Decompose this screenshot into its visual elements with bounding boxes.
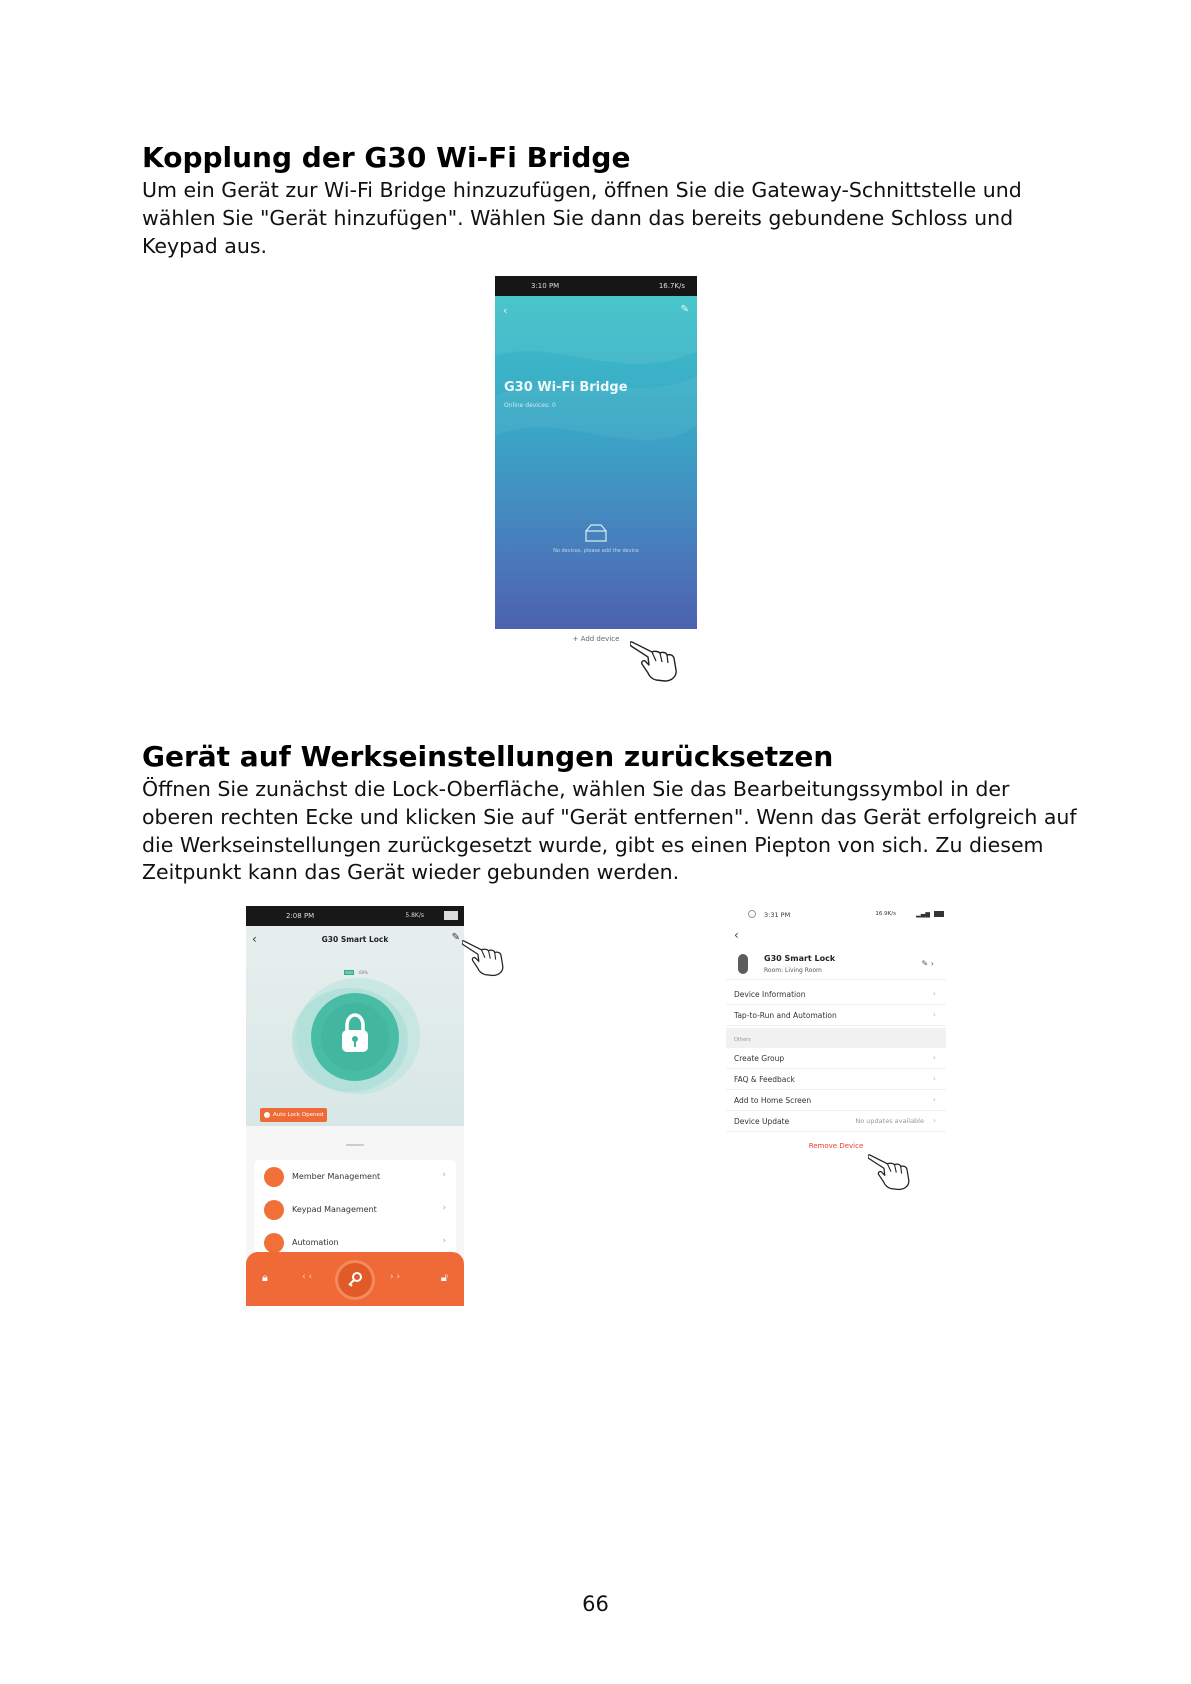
chevron-right-icon: ›: [442, 1236, 446, 1246]
row-tap-to-run[interactable]: [726, 1005, 946, 1026]
back-icon[interactable]: ‹: [734, 928, 739, 942]
edit-icon[interactable]: ✎ ›: [921, 959, 934, 968]
unlock-button[interactable]: [335, 1260, 375, 1300]
chevron-right-icon: ›: [932, 989, 936, 998]
back-icon[interactable]: ‹: [252, 932, 257, 946]
key-icon: [338, 1263, 372, 1297]
status-time: 3:10 PM: [531, 282, 560, 290]
auto-lock-label: Auto Lock Opened: [273, 1112, 324, 1118]
add-device-button[interactable]: + Add device: [572, 635, 620, 643]
empty-box-icon: [583, 523, 609, 543]
status-network-speed: 16.9K/s: [875, 911, 896, 917]
info-icon: [264, 1112, 270, 1118]
paragraph-line: die Werkseinstellungen zurückgesetzt wurde, gibt es einen Piepton von sich. Zu diesem: [142, 832, 1044, 857]
paragraph-line: Keypad aus.: [142, 233, 268, 258]
settings-screenshot: [726, 906, 946, 1306]
status-network-speed: 5.8K/s: [405, 912, 424, 919]
lock-title: G30 Smart Lock: [321, 935, 389, 944]
update-status: No updates available: [855, 1117, 924, 1125]
remove-device-button[interactable]: Remove Device: [808, 1142, 864, 1150]
lock-closed-icon[interactable]: 🔒︎: [262, 1271, 268, 1284]
bridge-subtitle: Online devices: 0: [504, 402, 556, 409]
edit-icon[interactable]: ✎: [451, 932, 460, 943]
paragraph-line: Öffnen Sie zunächst die Lock-Oberfläche, wählen Sie das Bearbeitungssymbol in der: [142, 777, 1010, 801]
chevron-right-icon: ›: [442, 1203, 446, 1213]
row-label: Create Group: [734, 1054, 785, 1063]
bridge-screen: [495, 296, 697, 629]
row-faq-feedback[interactable]: [726, 1069, 946, 1090]
slide-left-arrows-icon: ‹ ‹: [302, 1272, 313, 1282]
status-dot-icon: [748, 910, 756, 918]
paragraph-line: Zeitpunkt kann das Gerät wieder gebunden werden.: [142, 860, 680, 885]
section-heading-reset: Gerät auf Werkseinstellungen zurücksetzen: [142, 740, 834, 773]
row-create-group[interactable]: [726, 1048, 946, 1069]
section-label: Others: [734, 1037, 751, 1043]
battery-level: 60%: [359, 970, 368, 975]
lock-open-icon[interactable]: 🔓︎: [440, 1271, 448, 1284]
bridge-screenshot: [495, 276, 697, 660]
drag-handle[interactable]: [346, 1144, 364, 1146]
lock-action-bar: [246, 1252, 464, 1306]
member-icon: [264, 1167, 284, 1187]
page-number: 66: [582, 1592, 609, 1616]
slide-right-arrows-icon: › ›: [390, 1272, 401, 1282]
battery-status-icon: [934, 911, 944, 917]
paragraph-line: Um ein Gerät zur Wi-Fi Bridge hinzuzufügen, öffnen Sie die Gateway-Schnittstelle und: [142, 178, 1022, 202]
empty-state-text: No devices, please add the device: [553, 548, 639, 554]
lock-device-icon: [738, 954, 748, 974]
paragraph-line: oberen rechten Ecke und klicken Sie auf "Gerät entfernen". Wenn das Gerät erfolgreich auf: [142, 804, 1077, 829]
device-name: G30 Smart Lock: [764, 954, 836, 963]
chevron-right-icon: ›: [932, 1116, 936, 1125]
status-bar: [495, 276, 697, 296]
bridge-background-waves: [495, 296, 697, 629]
chevron-right-icon: ›: [932, 1074, 936, 1083]
chevron-right-icon: ›: [932, 1053, 936, 1062]
pointing-hand-icon: [630, 636, 682, 682]
pointing-hand-icon: [868, 1148, 914, 1192]
edit-icon[interactable]: ✎: [680, 304, 689, 315]
battery-status-icon: [444, 911, 458, 920]
row-label: FAQ & Feedback: [734, 1075, 795, 1084]
row-label: Tap-to-Run and Automation: [734, 1011, 837, 1020]
auto-lock-badge: [260, 1108, 327, 1122]
status-time: 3:31 PM: [764, 911, 791, 919]
row-device-update[interactable]: [726, 1111, 946, 1132]
row-device-information[interactable]: [726, 984, 946, 1005]
device-header: [726, 950, 946, 980]
status-time: 2:08 PM: [286, 912, 315, 920]
row-label: Device Update: [734, 1117, 790, 1126]
row-label: Device Information: [734, 990, 806, 999]
back-icon[interactable]: ‹: [503, 304, 508, 317]
automation-icon: [264, 1233, 284, 1253]
section-heading-bridge: Kopplung der G30 Wi-Fi Bridge: [142, 141, 631, 174]
row-add-to-home-screen[interactable]: [726, 1090, 946, 1111]
status-network-speed: 16.7K/s: [658, 282, 685, 290]
bridge-title: G30 Wi-Fi Bridge: [504, 380, 628, 395]
chevron-right-icon: ›: [442, 1170, 446, 1180]
section-others: [726, 1028, 946, 1048]
chevron-right-icon: ›: [932, 1010, 936, 1019]
signal-icon: ▂▄▆: [916, 911, 930, 918]
padlock-icon: [335, 1012, 375, 1056]
section-paragraph-bridge: [142, 177, 1072, 260]
menu-item-member-management[interactable]: [254, 1162, 456, 1192]
device-room: Room: Living Room: [764, 967, 822, 974]
status-bar: [726, 906, 946, 924]
lock-header: [246, 926, 464, 1126]
paragraph-line: wählen Sie "Gerät hinzufügen". Wählen Sie dann das bereits gebundene Schloss und: [142, 205, 1014, 230]
menu-item-label: Member Management: [292, 1172, 381, 1181]
status-bar: [246, 906, 464, 926]
chevron-right-icon: ›: [932, 1095, 936, 1104]
lock-screenshot: [246, 906, 464, 1306]
pointing-hand-icon: [462, 934, 508, 978]
keypad-icon: [264, 1200, 284, 1220]
menu-item-label: Keypad Management: [292, 1205, 377, 1214]
menu-item-label: Automation: [292, 1238, 339, 1247]
section-paragraph-reset: [142, 776, 1077, 887]
row-label: Add to Home Screen: [734, 1096, 812, 1105]
menu-item-keypad-management[interactable]: [254, 1195, 456, 1225]
